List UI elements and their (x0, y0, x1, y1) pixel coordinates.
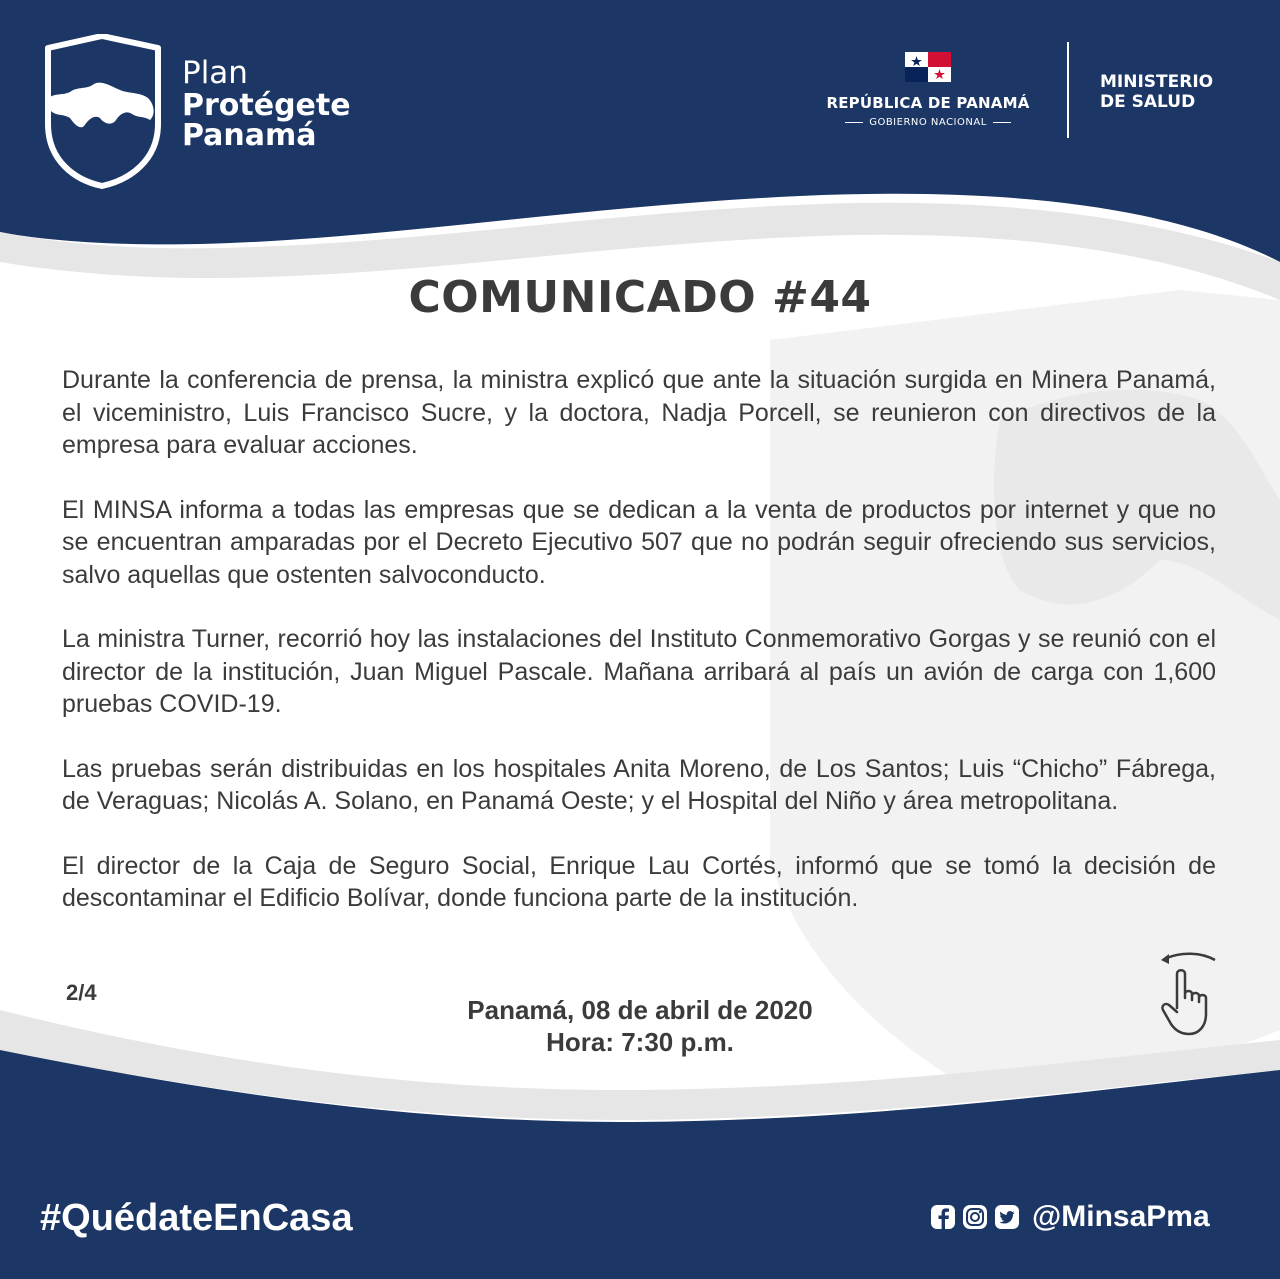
logo-line-protegete: Protégete (182, 88, 351, 123)
date-line: Panamá, 08 de abril de 2020 (467, 995, 813, 1025)
page-indicator: 2/4 (66, 980, 97, 1005)
ministry-line-1: MINISTERIO (1100, 72, 1214, 92)
divider (993, 122, 1011, 123)
paragraph: El director de la Caja de Seguro Social, Enrique Lau Cortés, informó que se tomó la decisión de descontaminar el Edificio Bolívar, donde funciona parte de la institución. (62, 851, 1216, 912)
logo-line-plan: Plan (182, 55, 248, 91)
paragraph: Durante la conferencia de prensa, la ministra explicó que ante la situación surgida en Minera Panamá, el viceministro, Luis Francisco Sucre, y la doctora, Nadja Porcell, se reunieron con directivos de la empresa para evaluar acciones. (62, 366, 1216, 459)
government-block (808, 52, 1048, 128)
ministry-label (1100, 72, 1213, 113)
divider (845, 122, 863, 123)
hashtag-text: #QuédateEnCasa (40, 1197, 353, 1239)
gobierno-label (808, 117, 1048, 128)
republica-label: REPÚBLICA DE PANAMÁ (826, 94, 1030, 112)
time-line: Hora: 7:30 p.m. (546, 1027, 734, 1057)
ministry-line-2: DE SALUD (1100, 92, 1196, 113)
social-bar (930, 1200, 1210, 1234)
logo-line-panama: Panamá (182, 118, 317, 153)
gobierno-text: GOBIERNO NACIONAL (869, 117, 987, 128)
panama-flag-icon (905, 52, 951, 82)
paragraph: El MINSA informa a todas las empresas que se dedican a la venta de productos por internet y que no se encuentran amparadas por el Decreto Ejecutivo 507 que no podrán seguir ofreciendo sus servicios, salvo aquellas que ostenten salvoconducto. (62, 495, 1216, 589)
page-title: COMUNICADO #44 (408, 272, 872, 323)
header-divider (1067, 42, 1069, 138)
facebook-icon[interactable] (930, 1204, 956, 1230)
social-handle[interactable]: @MinsaPma (1032, 1200, 1210, 1233)
instagram-icon[interactable] (962, 1204, 988, 1230)
paragraph: Las pruebas serán distribuidas en los hospitales Anita Moreno, de Los Santos; Luis “Chicho” Fábrega, de Veraguas; Nicolás A. Solano, en Panamá Oeste; y el Hospital del Niño y área metropolitana. (62, 754, 1216, 815)
plan-protegete-panama-logo (182, 55, 351, 153)
date-block (0, 994, 1280, 1058)
communique-body (62, 364, 1216, 947)
twitter-icon[interactable] (994, 1204, 1020, 1230)
paragraph: La ministra Turner, recorrió hoy las instalaciones del Instituto Conmemorativo Gorgas y se reunió con el director de la institución, Juan Miguel Pascale. Mañana arribará al país un avión de carga con 1,600 pruebas COVID-19. (62, 625, 1216, 718)
swipe-hand-icon[interactable] (1155, 950, 1225, 1042)
